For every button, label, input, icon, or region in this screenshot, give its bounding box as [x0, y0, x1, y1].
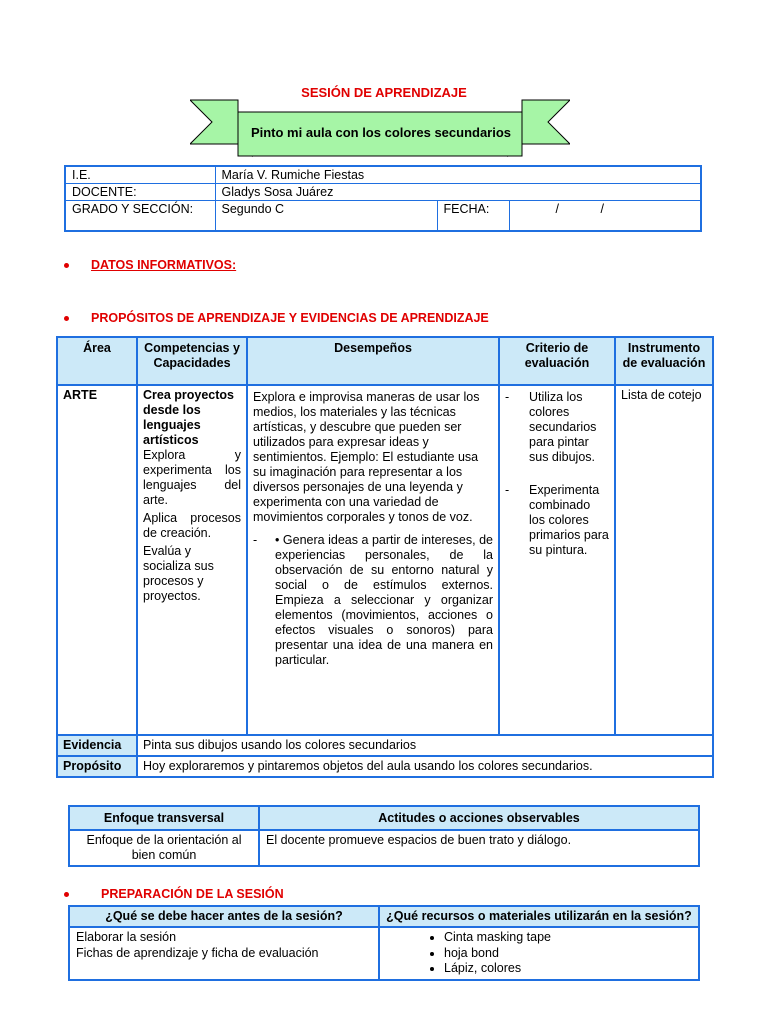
criterio-item	[505, 390, 609, 465]
dash-marker: -	[505, 483, 510, 497]
recursos-cell	[379, 927, 699, 980]
table-header-row	[69, 806, 699, 830]
table-row	[69, 830, 699, 866]
criterio-text: Experimenta combinado los colores primarios para su pintura.	[529, 483, 609, 557]
grado-value: Segundo C	[215, 201, 437, 231]
docente-label: DOCENTE:	[65, 184, 215, 201]
docente-value: Gladys Sosa Juárez	[215, 184, 701, 201]
desempeno-item-text: • Genera ideas a partir de intereses, de experiencias personales, de la observación de su entorno natural y social o de estímulos externos. Empieza a seleccionar y organizar elementos (movimientos, acciones o efectos visuales o sonoros) para presentar una idea de una manera en particular.	[275, 533, 493, 667]
banner-title: Pinto mi aula con los colores secundarios	[250, 125, 512, 140]
ie-label: I.E.	[65, 166, 215, 184]
table-row	[57, 756, 713, 777]
dash-marker: -	[253, 533, 258, 547]
section-preparacion-label: PREPARACIÓN DE LA SESIÓN	[101, 887, 284, 901]
capacidad-item: Evalúa y socializa sus procesos y proyectos.	[143, 544, 214, 603]
evidencia-value: Pinta sus dibujos usando los colores secundarios	[137, 735, 713, 756]
bullet-icon	[64, 263, 69, 268]
section-propositos	[64, 311, 489, 325]
desempenos-cell	[247, 385, 499, 735]
header-criterio: Criterio de evaluación	[499, 337, 615, 385]
criterio-text: Utiliza los colores secundarios para pintar sus dibujos.	[529, 390, 597, 464]
evidencia-label: Evidencia	[57, 735, 137, 756]
instrumento-cell: Lista de cotejo	[615, 385, 713, 735]
desempeno-item	[253, 533, 493, 668]
capacidad-item: Explora y experimenta los lenguajes del arte.	[143, 448, 241, 507]
grado-label: GRADO Y SECCIÓN:	[65, 201, 215, 231]
table-row	[65, 201, 701, 231]
page-title: SESIÓN DE APRENDIZAJE	[301, 85, 467, 100]
header-enfoque: Enfoque transversal	[69, 806, 259, 830]
criterio-cell	[499, 385, 615, 735]
ie-value: María V. Rumiche Fiestas	[215, 166, 701, 184]
list-item: • Cinta masking tape	[444, 930, 692, 946]
table-row	[57, 385, 713, 735]
header-instrumento: Instrumento de evaluación	[615, 337, 713, 385]
table-row	[57, 735, 713, 756]
list-item: • hoja bond	[444, 946, 692, 962]
fecha-value	[509, 201, 701, 231]
table-row	[69, 927, 699, 980]
bullet-icon	[64, 892, 69, 897]
section-datos-label: DATOS INFORMATIVOS:	[91, 258, 237, 272]
purposes-table	[56, 336, 714, 778]
area-cell: ARTE	[57, 385, 137, 735]
table-header-row	[57, 337, 713, 385]
header-desempenos: Desempeños	[247, 337, 499, 385]
info-table	[64, 165, 702, 232]
header-competencias: Competencias y Capacidades	[137, 337, 247, 385]
header-actitudes: Actitudes o acciones observables	[259, 806, 699, 830]
desempeno-text: Explora e improvisa maneras de usar los medios, los materiales y las técnicas artísticas, y descubre que pueden ser utilizados para expresar ideas y sentimientos. Ejemplo: El estudiante usa su imaginación para representar a los diversos personajes de una leyenda y experimenta con una variedad de movimientos corporales y tonos de voz.	[253, 390, 480, 524]
preparation-table	[68, 905, 700, 981]
competencia-title: Crea proyectos desde los lenguajes artísticos	[143, 388, 235, 447]
table-header-row	[69, 906, 699, 927]
antes-item: Fichas de aprendizaje y ficha de evaluación	[76, 945, 319, 960]
section-preparacion	[64, 887, 284, 901]
list-item: • Lápiz, colores	[444, 961, 692, 977]
header-recursos: ¿Qué recursos o materiales utilizarán en la sesión?	[379, 906, 699, 927]
fecha-value-text: / /	[555, 202, 604, 216]
transversal-table	[68, 805, 700, 867]
table-row	[65, 184, 701, 201]
fecha-label: FECHA:	[437, 201, 509, 231]
competencias-cell	[137, 385, 247, 735]
table-row	[65, 166, 701, 184]
actitud-cell: El docente promueve espacios de buen trato y diálogo.	[259, 830, 699, 866]
section-propositos-label: PROPÓSITOS DE APRENDIZAJE Y EVIDENCIAS DE APRENDIZAJE	[91, 311, 489, 325]
proposito-label: Propósito	[57, 756, 137, 777]
antes-item: Elaborar la sesión	[76, 930, 177, 944]
proposito-value: Hoy exploraremos y pintaremos objetos del aula usando los colores secundarios.	[137, 756, 713, 777]
bullet-icon	[64, 316, 69, 321]
enfoque-cell: Enfoque de la orientación al bien común	[69, 830, 259, 866]
antes-cell	[69, 927, 379, 980]
header-area: Área	[57, 337, 137, 385]
recursos-list	[386, 930, 692, 977]
header-antes: ¿Qué se debe hacer antes de la sesión?	[69, 906, 379, 927]
section-datos	[64, 258, 236, 272]
criterio-item	[505, 483, 609, 558]
capacidad-item: Aplica procesos de creación.	[143, 511, 241, 540]
dash-marker: -	[505, 390, 510, 404]
